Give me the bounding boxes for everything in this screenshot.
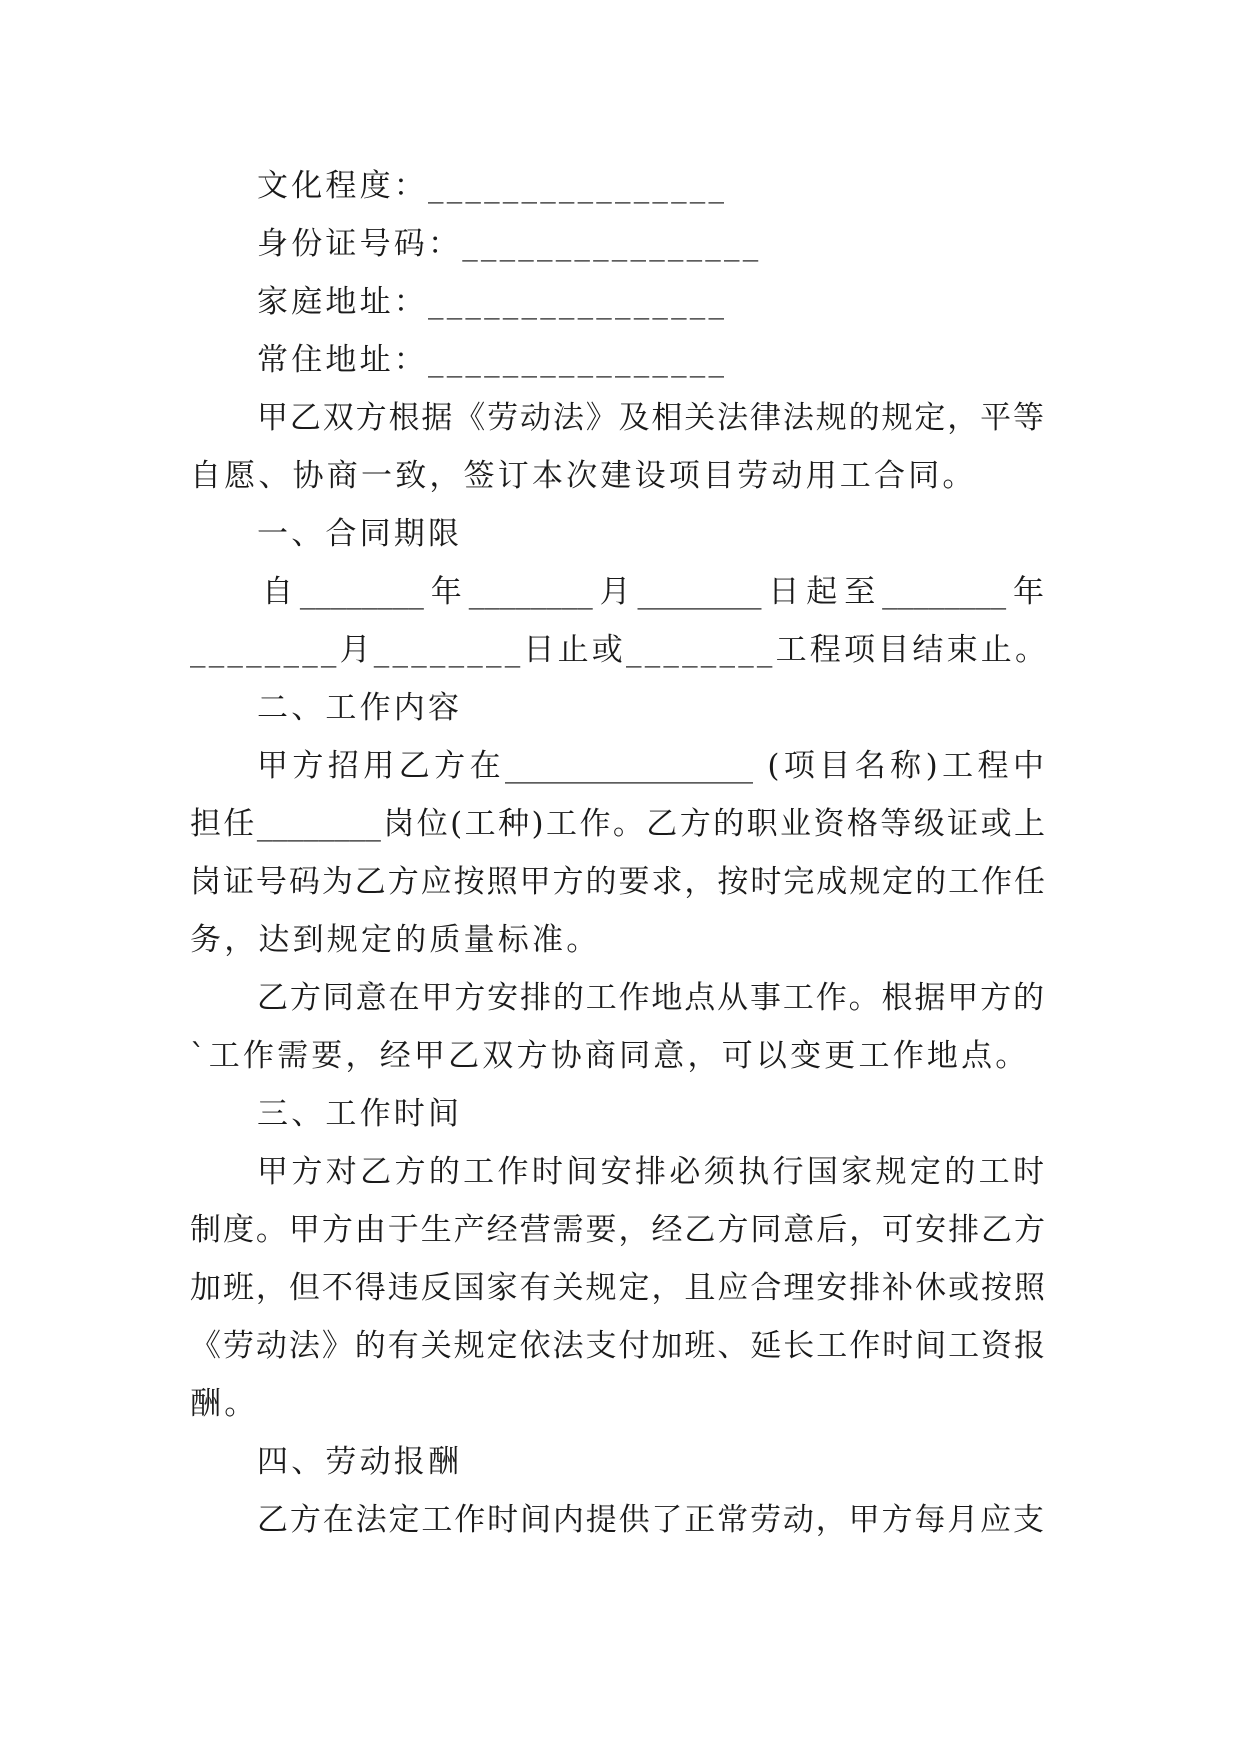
id-number-field: 身份证号码：________________ xyxy=(257,226,762,262)
work-hours-line: 加班，但不得违反国家有关规定，且应合理安排补休或按照 xyxy=(190,1270,1045,1306)
home-address-field: 家庭地址：________________ xyxy=(257,284,728,320)
remuneration-line: 乙方在法定工作时间内提供了正常劳动，甲方每月应支 xyxy=(257,1502,1044,1538)
education-field: 文化程度：________________ xyxy=(257,168,728,204)
work-content-line: 担任________岗位(工种)工作。乙方的职业资格等级证或上 xyxy=(190,806,1045,842)
work-location-line: 乙方同意在甲方安排的工作地点从事工作。根据甲方的 xyxy=(257,980,1044,1016)
section-heading: 四、劳动报酬 xyxy=(257,1444,463,1480)
work-location-line: `工作需要，经甲乙双方协商同意，可以变更工作地点。 xyxy=(190,1038,1030,1074)
section-heading: 三、工作时间 xyxy=(257,1096,463,1132)
section-heading: 一、合同期限 xyxy=(257,516,463,552)
residence-address-field: 常住地址：________________ xyxy=(257,342,728,378)
work-content-line: 甲方招用乙方在________________ (项目名称)工程中 xyxy=(257,748,1044,784)
work-hours-line: 制度。甲方由于生产经营需要，经乙方同意后，可安排乙方 xyxy=(190,1212,1045,1248)
work-hours-line: 甲方对乙方的工作时间安排必须执行国家规定的工时 xyxy=(257,1154,1044,1190)
section-heading: 二、工作内容 xyxy=(257,690,463,726)
work-hours-line: 《劳动法》的有关规定依法支付加班、延长工作时间工资报 xyxy=(190,1328,1045,1364)
work-content-line: 务，达到规定的质量标准。 xyxy=(190,922,601,958)
preamble-line: 甲乙双方根据《劳动法》及相关法律法规的规定，平等 xyxy=(257,400,1044,436)
preamble-line: 自愿、协商一致，签订本次建设项目劳动用工合同。 xyxy=(190,458,977,494)
contract-term-line: ________月________日止或________工程项目结束止。 xyxy=(190,632,1050,668)
work-content-line: 岗证号码为乙方应按照甲方的要求，按时完成规定的工作任 xyxy=(190,864,1045,900)
contract-term-line: 自________年________月________日起至________年 xyxy=(262,574,1044,610)
work-hours-line: 酬。 xyxy=(190,1386,259,1422)
